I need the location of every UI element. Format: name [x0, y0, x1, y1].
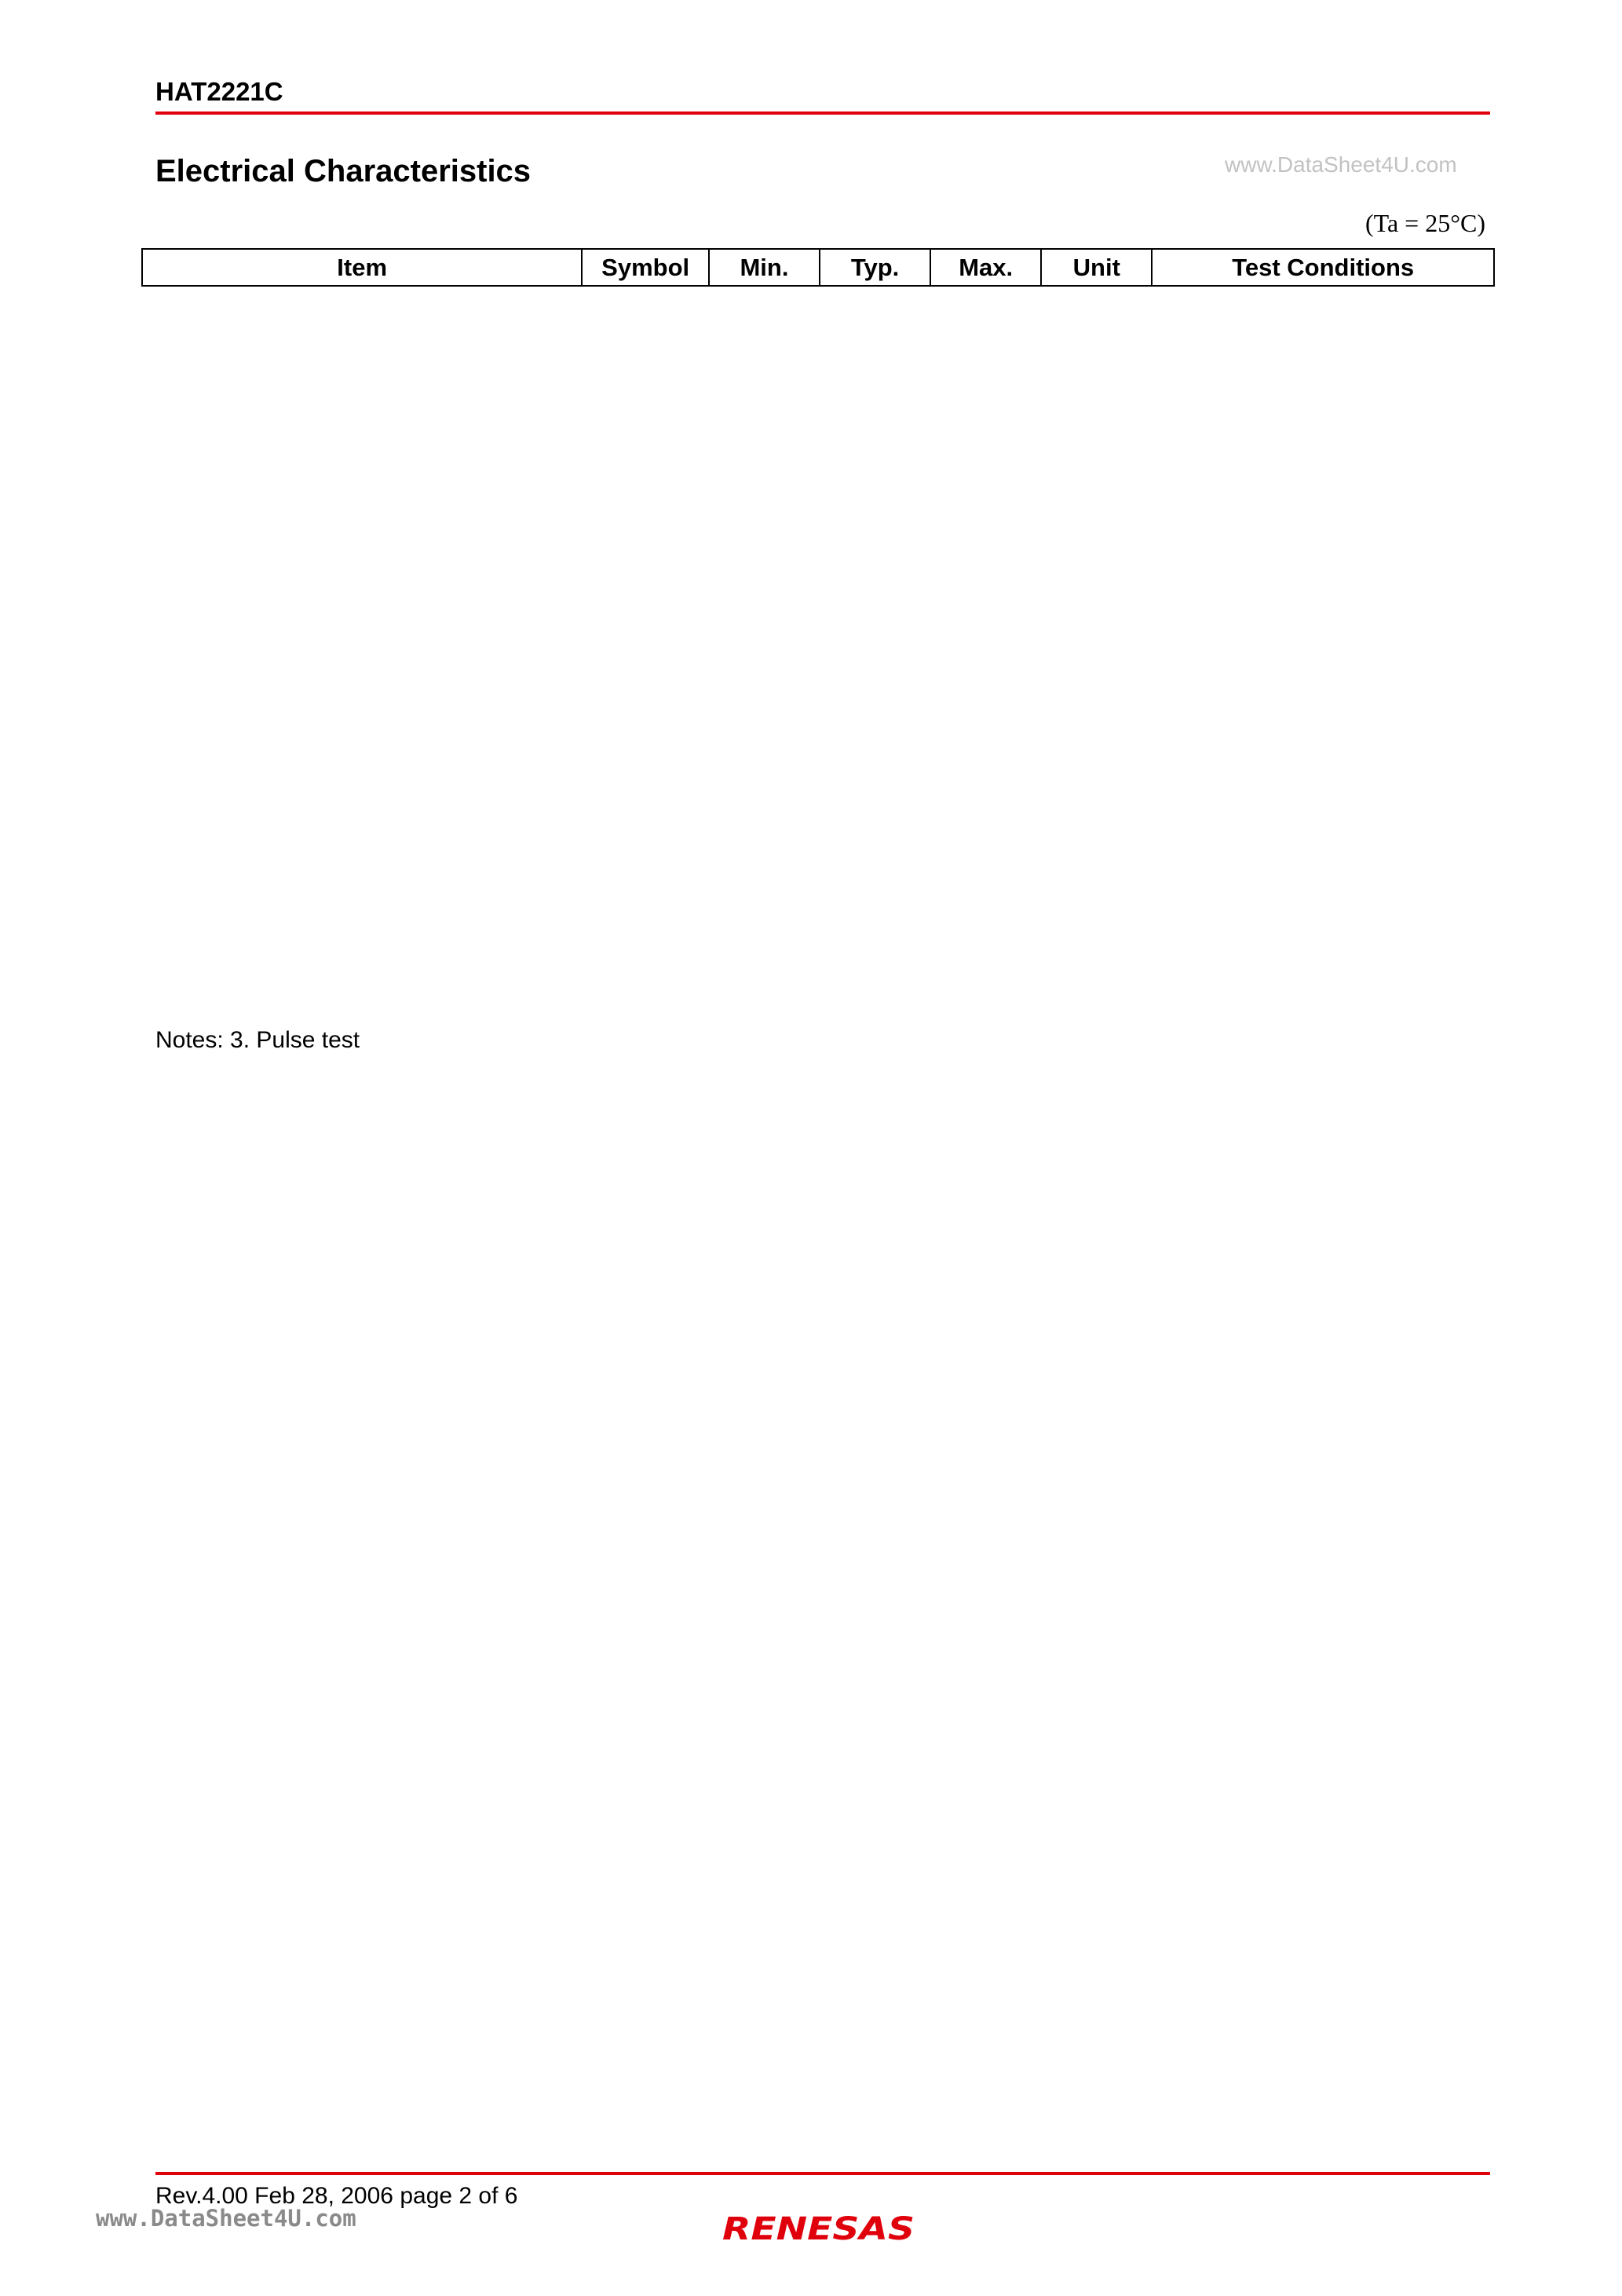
watermark-top[interactable]: www.DataSheet4U.com — [1225, 152, 1457, 177]
col-header-test-conditions: Test Conditions — [1152, 249, 1494, 286]
watermark-bottom[interactable]: www.DataSheet4U.com — [96, 2205, 356, 2232]
electrical-characteristics-table — [141, 248, 1495, 287]
col-header-item: Item — [142, 249, 582, 286]
footer-revision: Rev.4.00 Feb 28, 2006 page 2 of 6 — [155, 2183, 518, 2209]
svg-text:RENESAS: RENESAS — [722, 2211, 915, 2247]
header-rule — [155, 112, 1490, 115]
footer-rule — [155, 2172, 1490, 2175]
table-header-row — [142, 249, 1494, 286]
col-header-unit: Unit — [1041, 249, 1152, 286]
ambient-condition: (Ta = 25°C) — [1364, 209, 1485, 237]
col-header-typ: Typ. — [820, 249, 930, 286]
renesas-logo — [722, 2208, 919, 2247]
col-header-symbol: Symbol — [582, 249, 709, 286]
col-header-max: Max. — [930, 249, 1041, 286]
header-part-number: HAT2221C — [155, 77, 283, 106]
section-title: Electrical Characteristics — [155, 154, 532, 188]
col-header-min: Min. — [709, 249, 820, 286]
notes: Notes: 3. Pulse test — [155, 1027, 360, 1053]
